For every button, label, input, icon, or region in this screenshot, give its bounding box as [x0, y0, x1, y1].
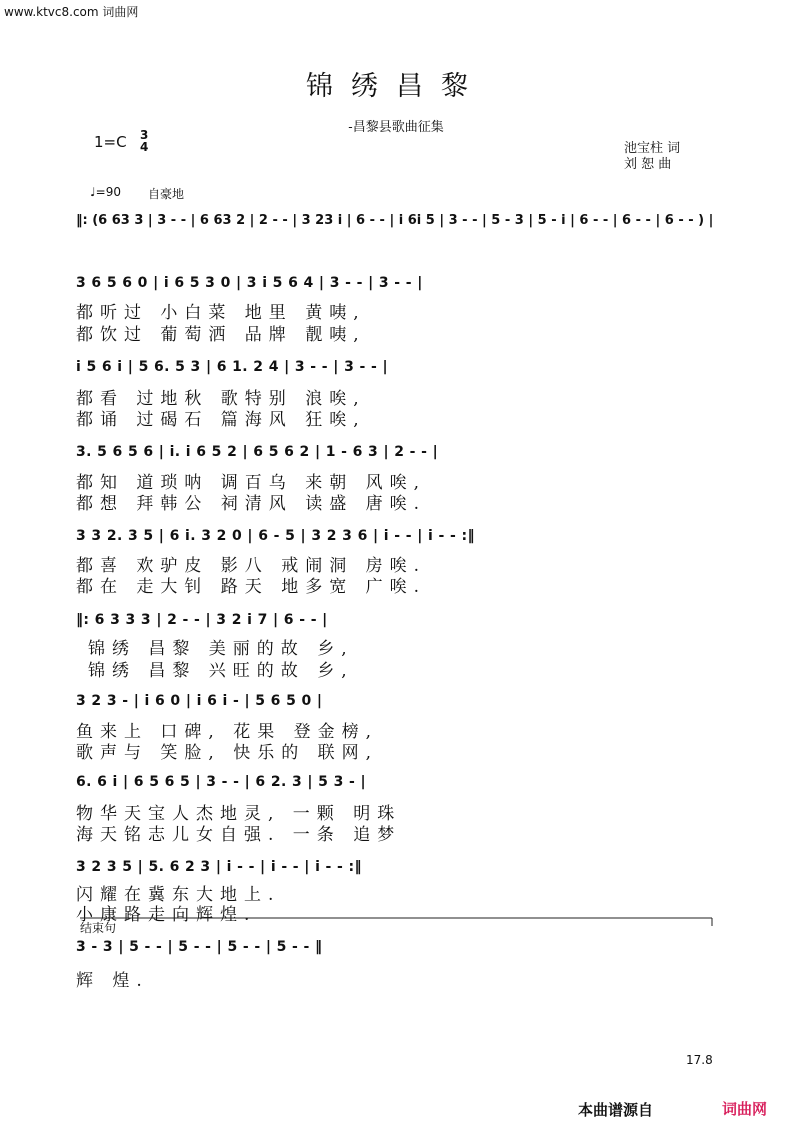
footer-source-text: 本曲谱源自 — [578, 1101, 654, 1119]
lyric-verse-2: 都在 走大钊 路天 地多宽 广唉. — [76, 577, 427, 597]
notation-row: i 5 6 i | 5 6. 5 3 | 6 1. 2 4 | 3 - - | 3 - - | — [76, 359, 388, 375]
lyric-verse-2: 锦绣 昌黎 兴旺的故 乡, — [88, 661, 354, 681]
composer-credit: 刘 恕 曲 — [624, 157, 672, 172]
lyric-verse-2: 歌声与 笑脸, 快乐的 联网, — [76, 743, 379, 763]
notation-row: 3 6 5 6 0 | i 6 5 3 0 | 3 i 5 6 4 | 3 - - | 3 - - | — [76, 275, 423, 291]
tempo-marking: ♩=90 — [90, 185, 121, 199]
lyric-verse-1: 辉 煌. — [76, 971, 149, 991]
lyric-verse-2: 都想 拜韩公 祠清风 读盛 唐唉. — [76, 494, 427, 514]
ending-label: 结束句 — [80, 921, 117, 935]
notation-row: 3 2 3 5 | 5. 6 2 3 | i - - | i - - | i - - :‖ — [76, 859, 362, 875]
site-url: www.ktvc8.com 词曲网 — [4, 5, 139, 19]
lyric-verse-1: 都知 道琐呐 调百乌 来朝 风唉, — [76, 473, 427, 493]
song-title: 锦绣昌黎 — [306, 71, 486, 102]
lyric-verse-2: 都饮过 葡萄洒 品牌 靓咦, — [76, 325, 366, 345]
song-subtitle: -昌黎县歌曲征集 — [348, 120, 444, 135]
lyric-verse-1: 都听过 小白菜 地里 黄咦, — [76, 303, 366, 323]
time-signature-top: 3 — [140, 128, 149, 142]
notation-row: 3 - 3 | 5 - - | 5 - - | 5 - - | 5 - - ‖ — [76, 939, 323, 955]
notation-row: 3. 5 6 5 6 | i. i 6 5 2 | 6 5 6 2 | 1 - 6 3 | 2 - - | — [76, 444, 439, 460]
lyric-verse-1: 都看 过地秋 歌特别 浪唉, — [76, 389, 366, 409]
lyric-verse-2: 小康路走向辉煌. — [76, 905, 257, 925]
lyric-verse-2: 都诵 过碣石 篇海风 狂唉, — [76, 410, 366, 430]
key-signature: 1=C — [94, 133, 127, 151]
time-signature-bottom: 4 — [140, 140, 149, 154]
notation-row: 6. 6 i | 6 5 6 5 | 3 - - | 6 2. 3 | 5 3 - | — [76, 774, 367, 790]
expression-marking: 自豪地 — [148, 187, 185, 201]
lyric-verse-1: 物华天宝人杰地灵, 一颗 明珠 — [76, 804, 402, 824]
lyric-verse-1: 锦绣 昌黎 美丽的故 乡, — [88, 639, 354, 659]
intro-notation: ‖: (6 63 3 | 3 - - | 6 63 2 | 2 - - | 3 23 i | 6 - - | i 6i 5 | 3 - - | 5 - 3 | 5 - i | 6 - - | 6 - - | 6 - - ) | — [76, 213, 714, 228]
notation-row: 3 3 2. 3 5 | 6 i. 3 2 0 | 6 - 5 | 3 2 3 6 | i - - | i - - :‖ — [76, 528, 475, 544]
lyricist-credit: 池宝柱 词 — [624, 141, 681, 156]
lyric-verse-2: 海天铭志儿女自强. 一条 追梦 — [76, 825, 402, 845]
lyric-verse-1: 闪耀在冀东大地上. — [76, 885, 281, 905]
lyric-verse-1: 都喜 欢驴皮 影八 戒闹洞 房唉. — [76, 556, 427, 576]
page-number: 17.8 — [686, 1053, 713, 1067]
site-logo[interactable]: 词曲网 — [722, 1100, 768, 1118]
lyric-verse-1: 鱼来上 口碑, 花果 登金榜, — [76, 722, 379, 742]
notation-row: ‖: 6 3 3 3 | 2 - - | 3 2 i 7 | 6 - - | — [76, 612, 328, 628]
notation-row: 3 2 3 - | i 6 0 | i 6 i - | 5 6 5 0 | — [76, 693, 323, 709]
